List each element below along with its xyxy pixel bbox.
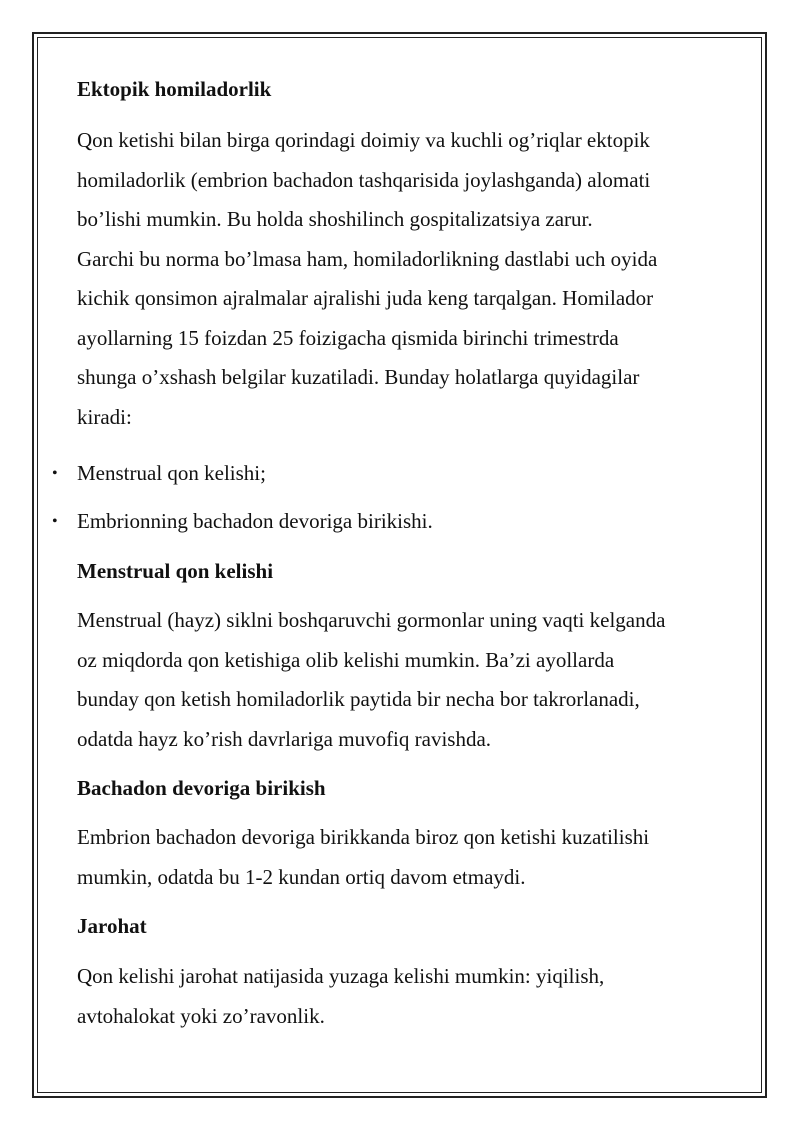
heading-bachadon-devoriga-birikish: Bachadon devoriga birikish [77,776,326,800]
paragraph-line: oz miqdorda qon ketishiga olib kelishi mumkin. Ba’zi ayollarda [77,647,615,672]
bullet-icon: • [52,513,58,530]
paragraph-line: mumkin, odatda bu 1-2 kundan ortiq davom etmaydi. [77,864,526,889]
paragraph-line: bo’lishi mumkin. Bu holda shoshilinch gospitalizatsiya zarur. [77,207,593,231]
paragraph-menstrual [77,601,737,759]
paragraph-line: avtohalokat yoki zo’ravonlik. [77,1003,325,1028]
paragraph-line: odatda hayz ko’rish davrlariga muvofiq ravishda. [77,726,492,751]
paragraph-line: ayollarning 15 foizdan 25 foizigacha qismida birinchi trimestrda [77,325,619,350]
paragraph-line: kiradi: [77,404,132,429]
paragraph-line: homiladorlik (embrion bachadon tashqarisida joylashganda) alomati [77,167,651,192]
bullet-text: Menstrual qon kelishi; [77,461,266,485]
paragraph-line: Menstrual (hayz) siklni boshqaruvchi gormonlar uning vaqti kelganda [77,608,666,632]
paragraph-line: Qon ketishi bilan birga qorindagi doimiy va kuchli og’riqlar ektopik [77,128,650,152]
paragraph-jarohat [77,957,737,1036]
bullet-text: Embrionning bachadon devoriga birikishi. [77,509,433,533]
paragraph-line: Garchi bu norma bo’lmasa ham, homiladorlikning dastlabi uch oyida [77,246,658,271]
paragraph-birikish [77,818,737,897]
bullet-icon: • [52,465,58,482]
heading-jarohat: Jarohat [77,914,147,938]
paragraph-line: Embrion bachadon devoriga birikkanda biroz qon ketishi kuzatilishi [77,825,650,849]
paragraph-ektopik [77,121,737,437]
heading-ektopik-homiladorlik: Ektopik homiladorlik [77,77,272,101]
paragraph-line: Qon kelishi jarohat natijasida yuzaga kelishi mumkin: yiqilish, [77,964,605,988]
heading-menstrual-qon-kelishi: Menstrual qon kelishi [77,559,274,583]
paragraph-line: kichik qonsimon ajralmalar ajralishi juda keng tarqalgan. Homilador [77,286,654,310]
paragraph-line: shunga o’xshash belgilar kuzatiladi. Bunday holatlarga quyidagilar [77,365,640,389]
paragraph-line: bunday qon ketish homiladorlik paytida bir necha bor takrorlanadi, [77,687,640,711]
